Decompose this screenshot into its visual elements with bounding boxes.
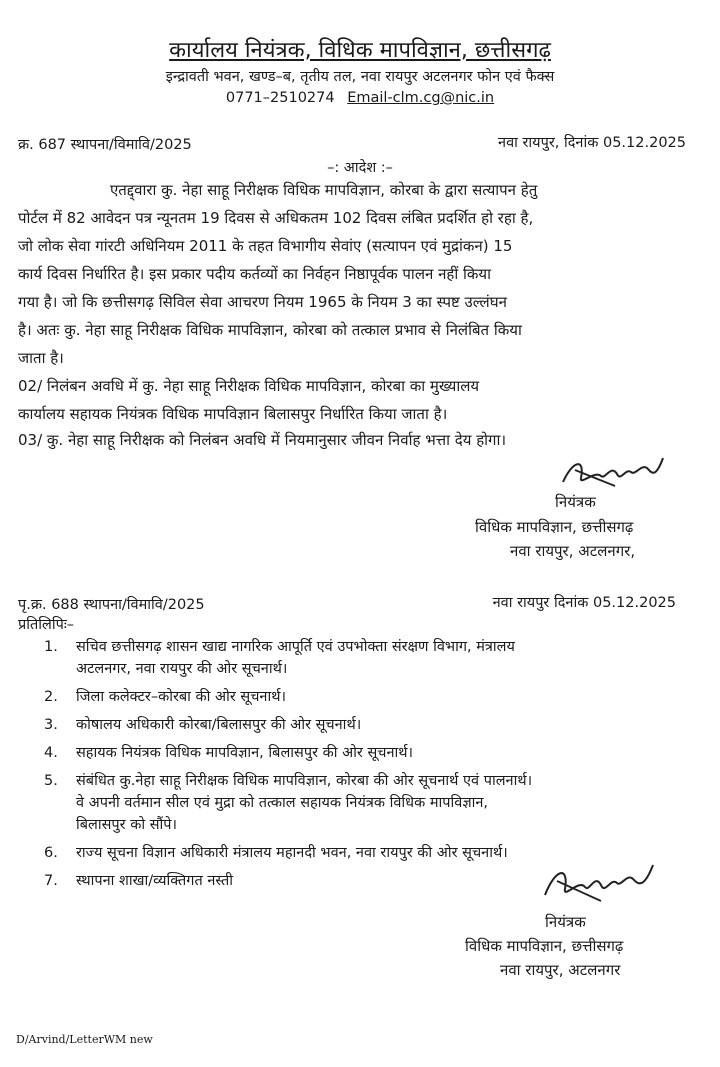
item-line: कोषालय अधिकारी कोरबा/बिलासपुर की ओर सूचनार्थ। <box>76 717 362 733</box>
phone-number: 0771–2510274 <box>225 90 335 106</box>
body-line: पोर्टल में 82 आवेदन पत्र न्यूनतम 19 दिवस से अधिकतम 102 दिवस लंबित प्रदर्शित हो रहा है, <box>18 209 534 227</box>
item-number: 2. <box>44 689 58 705</box>
item-line: सहायक नियंत्रक विधिक मापविज्ञान, बिलासपुर की ओर सूचनार्थ। <box>76 745 414 761</box>
list-item <box>44 742 696 764</box>
item-number: 7. <box>44 873 58 889</box>
office-address: इन्द्रावती भवन, खण्ड–ब, तृतीय तल, नवा रायपुर अटलनगर फोन एवं फैक्स <box>165 69 555 85</box>
body-line: है। अतः कु. नेहा साहू निरीक्षक विधिक मापविज्ञान, कोरबा को तत्काल प्रभाव से निलंबित किया <box>18 321 522 339</box>
item-line: वे अपनी वर्तमान सील एवं मुद्रा को तत्काल सहायक नियंत्रक विधिक मापविज्ञान, <box>76 795 489 811</box>
item-line: स्थापना शाखा/व्यक्तिगत नस्ती <box>76 873 234 889</box>
copy-signatory-department: विधिक मापविज्ञान, छत्तीसगढ़ <box>465 937 624 955</box>
body-line: गया है। जो कि छत्तीसगढ़ सिविल सेवा आचरण नियम 1965 के नियम 3 का स्पष्ट उल्लंघन <box>18 293 507 311</box>
copy-signatory-designation: नियंत्रक <box>545 913 586 931</box>
order-body <box>18 176 682 372</box>
item-number: 1. <box>44 639 58 655</box>
item-line: सचिव छत्तीसगढ़ शासन खाद्य नागरिक आपूर्ति एवं उपभोक्ता संरक्षण विभाग, मंत्रालय <box>76 639 515 655</box>
body-line: एतद्द्वारा कु. नेहा साहू निरीक्षक विधिक मापविज्ञान, कोरबा के द्वारा सत्यापन हेतु <box>110 181 538 199</box>
item-number: 6. <box>44 845 58 861</box>
order-ref-number: क्र. 687 स्थापना/विमावि/2025 <box>18 137 192 153</box>
order-signatory-department: विधिक मापविज्ञान, छत्तीसगढ़ <box>475 518 634 536</box>
order-signatory-location: नवा रायपुर, अटलनगर, <box>510 542 636 560</box>
list-item <box>44 714 696 736</box>
copy-ref-number: पृ.क्र. 688 स्थापना/विमावि/2025 <box>18 597 205 613</box>
order-para-3: 03/ कु. नेहा साहू निरीक्षक को निलंबन अवधि में नियमानुसार जीवन निर्वाह भत्ता देय होगा। <box>18 431 507 449</box>
item-line: जिला कलेक्टर–कोरबा की ओर सूचनार्थ। <box>76 689 286 705</box>
order-para-2 <box>18 372 682 428</box>
item-line: अटलनगर, नवा रायपुर की ओर सूचनार्थ। <box>76 661 288 677</box>
email-address: Email-clm.cg@nic.in <box>347 90 495 106</box>
list-item <box>44 636 696 680</box>
order-signatory-designation: नियंत्रक <box>555 493 596 511</box>
body-line: जो लोक सेवा गांरटी अधिनियम 2011 के तहत विभागीय सेवांए (सत्यापन एवं मुद्रांकन) 15 <box>18 237 513 255</box>
order-place-date: नवा रायपुर, दिनांक 05.12.2025 <box>498 135 686 151</box>
order-heading: –: आदेश :– <box>327 160 393 176</box>
copy-signatory-location: नवा रायपुर, अटलनगर <box>500 961 621 979</box>
office-title: कार्यालय नियंत्रक, विधिक मापविज्ञान, छत्तीसगढ़ <box>169 38 551 63</box>
body-line: कार्य दिवस निर्धारित है। इस प्रकार पदीय कर्तव्यों का निर्वहन निष्ठापूर्वक पालन नहीं किया <box>18 265 492 283</box>
body-line: जाता है। <box>18 349 64 367</box>
item-line: बिलासपुर को सौंपे। <box>76 817 177 833</box>
item-number: 3. <box>44 717 58 733</box>
copy-label: प्रतिलिपिः– <box>18 617 75 633</box>
file-reference: D/Arvind/LetterWM new <box>16 1033 153 1046</box>
list-item <box>44 686 696 708</box>
list-item <box>44 770 696 836</box>
item-number: 5. <box>44 773 58 789</box>
para2-line: कार्यालय सहायक नियंत्रक विधिक मापविज्ञान बिलासपुर निर्धारित किया जाता है। <box>18 405 448 423</box>
contact-line <box>0 90 720 106</box>
copy-list <box>44 636 696 892</box>
copy-place-date: नवा रायपुर दिनांक 05.12.2025 <box>492 595 676 611</box>
item-number: 4. <box>44 745 58 761</box>
signature-mark <box>535 855 665 915</box>
para2-line: 02/ निलंबन अवधि में कु. नेहा साहू निरीक्षक विधिक मापविज्ञान, कोरबा का मुख्यालय <box>18 377 480 395</box>
item-line: राज्य सूचना विज्ञान अधिकारी मंत्रालय महानदी भवन, नवा रायपुर की ओर सूचनार्थ। <box>76 845 508 861</box>
item-line: संबंधित कु.नेहा साहू निरीक्षक विधिक मापविज्ञान, कोरबा की ओर सूचनार्थ एवं पालनार्थ। <box>76 773 533 789</box>
